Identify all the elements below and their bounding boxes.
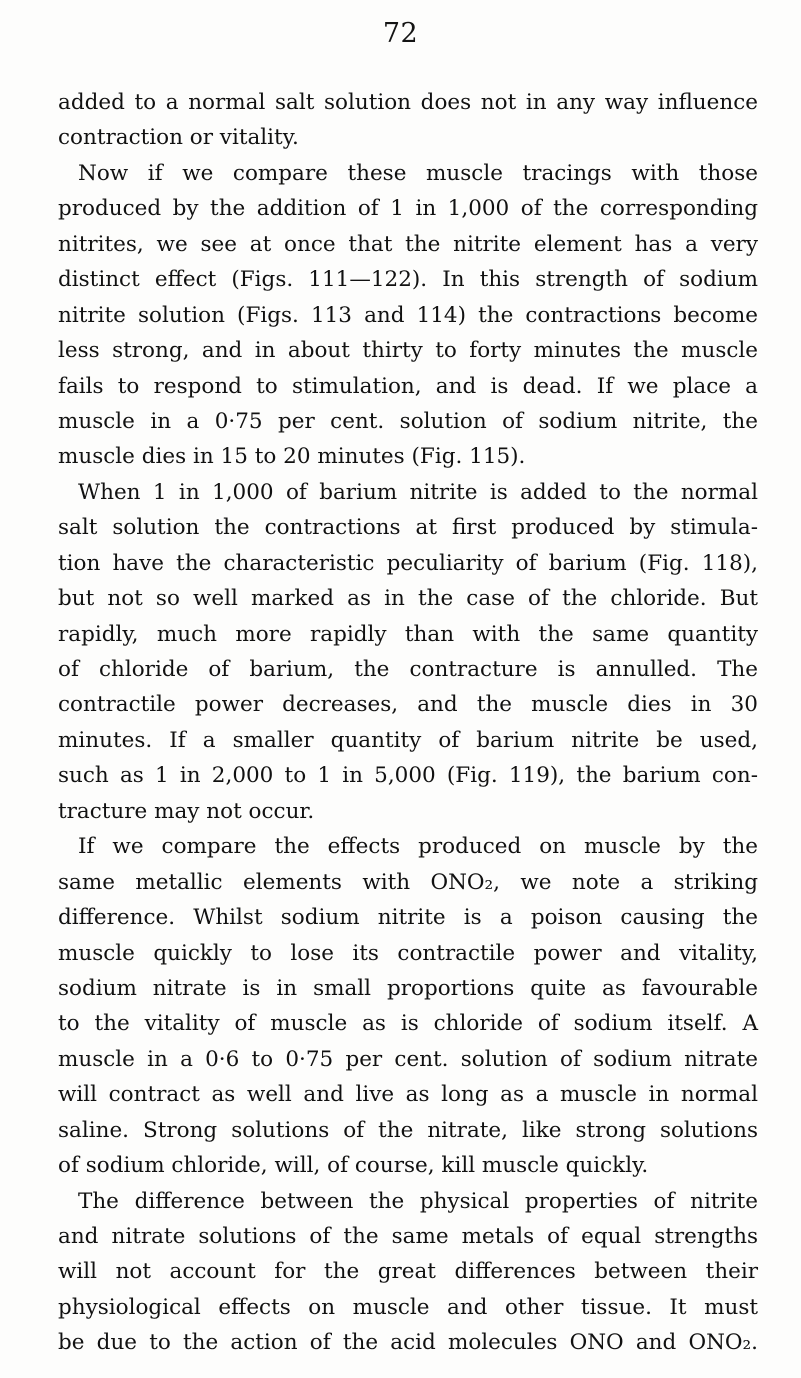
text-line: of sodium chloride, will, of course, kill muscle quickly. (58, 1153, 649, 1179)
text-line: contractile power decreases, and the muscle dies in 30 (58, 692, 758, 718)
text-line: Now if we compare these muscle tracings with those (78, 160, 758, 186)
text-line: such as 1 in 2,000 to 1 in 5,000 (Fig. 119), the barium con- (58, 763, 758, 789)
text-line: muscle quickly to lose its contractile power and vitality, (58, 940, 758, 966)
text-line: less strong, and in about thirty to forty minutes the muscle (58, 338, 758, 364)
body-text (58, 85, 758, 1361)
text-line: muscle in a 0·75 per cent. solution of sodium nitrite, the (58, 408, 758, 434)
paragraph (58, 85, 758, 156)
text-line: same metallic elements with ONO₂, we note a striking (58, 869, 758, 895)
text-line: nitrite solution (Figs. 113 and 114) the contractions become (58, 302, 758, 328)
text-line: of chloride of barium, the contracture is annulled. The (58, 657, 758, 682)
paragraph (58, 475, 758, 829)
text-line: and nitrate solutions of the same metals of equal strengths (58, 1224, 758, 1249)
text-line: fails to respond to stimulation, and is dead. If we place a (58, 373, 758, 399)
text-line: will contract as well and live as long as a muscle in normal (58, 1082, 758, 1108)
text-line: to the vitality of muscle as is chloride of sodium itself. A (58, 1011, 758, 1037)
text-line: added to a normal salt solution does not in any way influence (58, 90, 758, 115)
text-line: difference. Whilst sodium nitrite is a poison causing the (58, 905, 758, 931)
text-line: muscle in a 0·6 to 0·75 per cent. solution of sodium nitrate (58, 1046, 758, 1072)
text-line: muscle dies in 15 to 20 minutes (Fig. 115). (58, 444, 526, 470)
text-line: saline. Strong solutions of the nitrate, like strong solutions (58, 1117, 758, 1143)
paragraph (58, 156, 758, 475)
text-line: be due to the action of the acid molecules ONO and ONO₂. (58, 1330, 758, 1356)
text-line: but not so well marked as in the case of the chloride. But (58, 586, 758, 612)
page-number: 72 (382, 18, 419, 49)
text-line: distinct effect (Figs. 111—122). In this strength of sodium (58, 267, 758, 293)
text-line: produced by the addition of 1 in 1,000 of the corresponding (58, 196, 758, 222)
text-line: will not account for the great differences between their (58, 1259, 758, 1285)
text-line: If we compare the effects produced on muscle by the (78, 834, 758, 860)
paragraph (58, 829, 758, 1183)
text-line: The difference between the physical properties of nitrite (78, 1188, 758, 1214)
text-line: salt solution the contractions at first produced by stimula- (58, 515, 758, 541)
text-line: When 1 in 1,000 of barium nitrite is added to the normal (78, 479, 758, 505)
paragraph (58, 1184, 758, 1361)
text-line: rapidly, much more rapidly than with the same quantity (58, 621, 758, 647)
text-line: tion have the characteristic peculiarity of barium (Fig. 118), (58, 550, 758, 576)
text-line: contraction or vitality. (58, 125, 299, 151)
text-line: sodium nitrate is in small proportions quite as favourable (58, 975, 758, 1001)
text-line: minutes. If a smaller quantity of barium nitrite be used, (58, 727, 758, 753)
text-line: nitrites, we see at once that the nitrite element has a very (58, 231, 758, 257)
text-line: physiological effects on muscle and other tissue. It must (58, 1294, 758, 1320)
text-line: tracture may not occur. (58, 798, 315, 824)
